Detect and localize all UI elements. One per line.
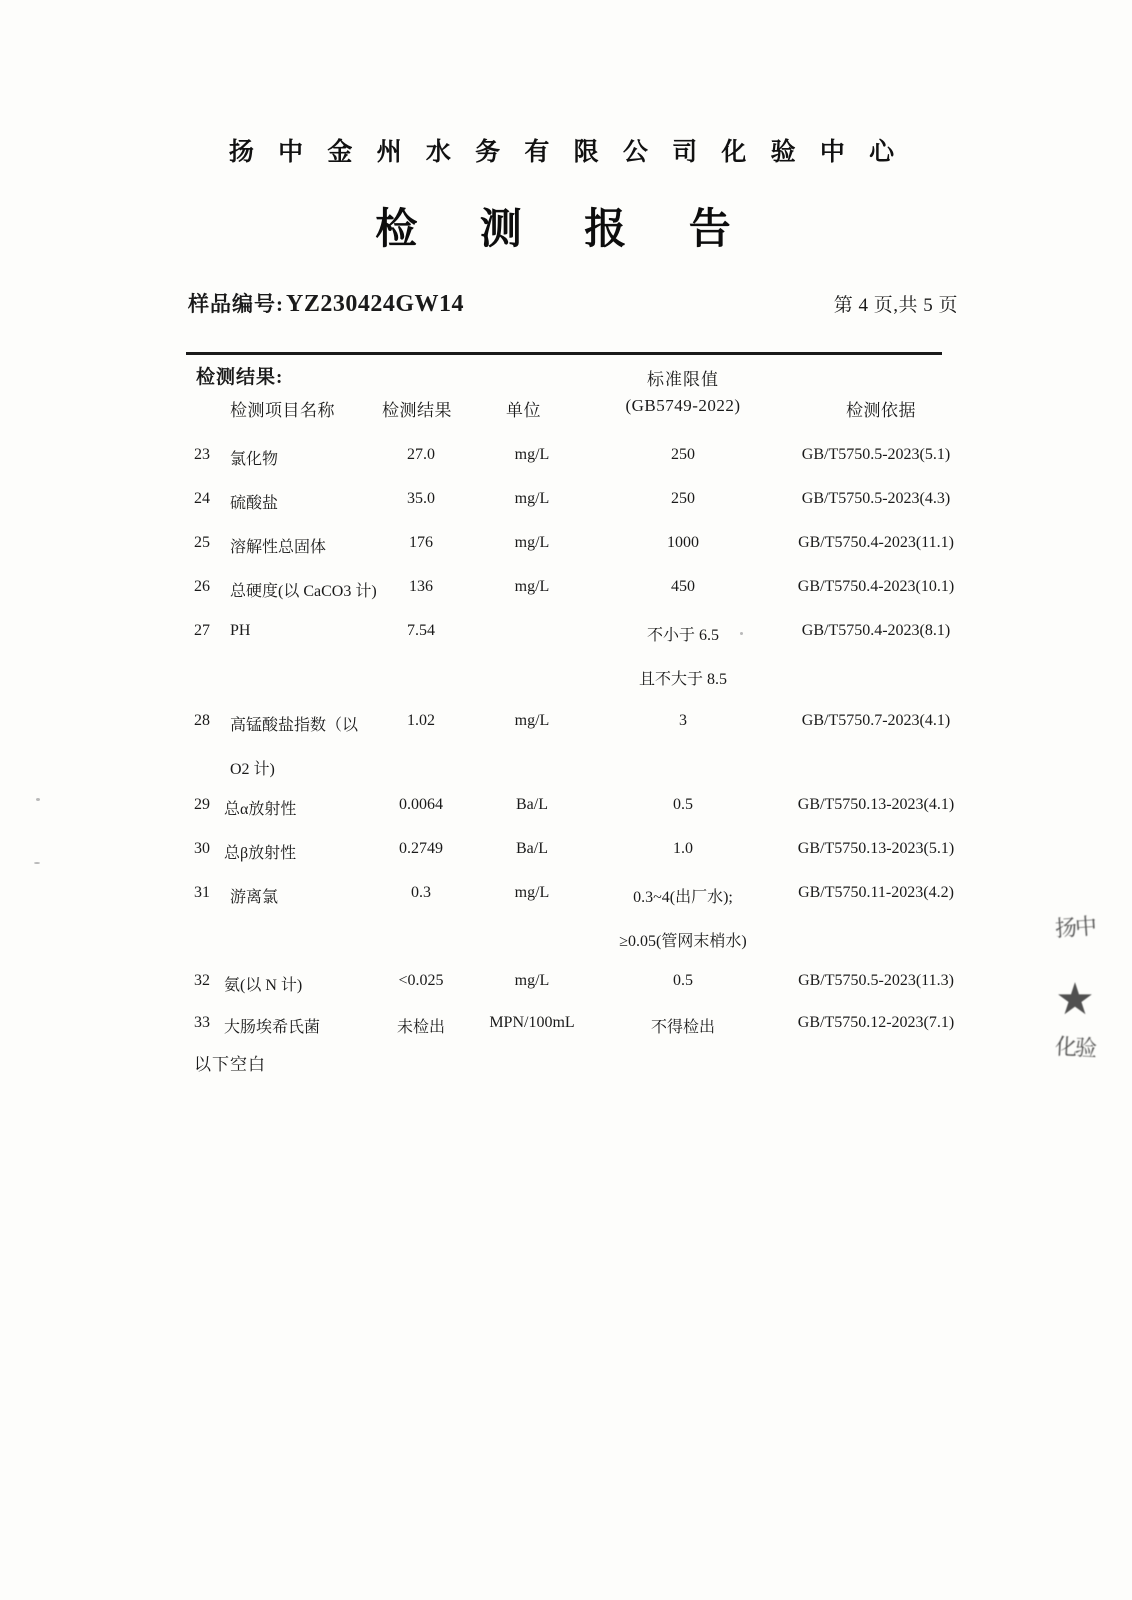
table-row <box>186 446 966 468</box>
row-standard: 不得检出 <box>650 1019 715 1036</box>
table-row-continuation <box>186 666 966 688</box>
column-header-standard: (GB5749-2022) <box>625 396 741 415</box>
row-index: 23 <box>194 446 210 463</box>
row-index: 24 <box>194 490 210 507</box>
row-unit: mg/L <box>514 490 550 507</box>
row-standard: 250 <box>671 490 695 507</box>
sample-number-value: YZ230424GW14 <box>286 291 465 317</box>
row-result: 136 <box>409 578 433 595</box>
row-result: 1.02 <box>407 712 435 729</box>
row-standard: 450 <box>671 578 695 595</box>
row-index: 27 <box>194 622 210 639</box>
row-basis: GB/T5750.12-2023(7.1) <box>797 1014 955 1031</box>
sample-number-label: 样品编号: <box>188 292 284 316</box>
row-standard: 3 <box>679 712 687 729</box>
page-title: 检 测 报 告 <box>375 207 757 253</box>
row-unit: mg/L <box>514 884 550 901</box>
table-column-headers <box>186 396 966 420</box>
row-index: 33 <box>194 1014 210 1031</box>
row-result: 27.0 <box>407 446 435 463</box>
row-unit: MPN/100mL <box>489 1014 575 1031</box>
row-standard: 1000 <box>667 534 699 551</box>
row-item-name: 硫酸盐 <box>230 495 279 512</box>
row-standard: 0.5 <box>673 972 693 989</box>
row-standard-line2: ≥0.05(管网末梢水) <box>619 933 747 950</box>
row-unit: mg/L <box>514 712 550 729</box>
row-result: 0.3 <box>411 884 431 901</box>
row-item-name: 总硬度(以 CaCO3 计) <box>230 583 377 600</box>
table-row <box>186 1014 966 1036</box>
table-row <box>186 840 966 862</box>
row-index: 28 <box>194 712 210 729</box>
star-icon: ★ <box>1055 975 1095 1024</box>
row-standard: 1.0 <box>673 840 693 857</box>
page-indicator: 第 4 页,共 5 页 <box>833 295 958 316</box>
row-standard: 0.3~4(出厂水); <box>633 889 733 906</box>
table-row-continuation <box>186 928 966 950</box>
row-basis: GB/T5750.11-2023(4.2) <box>798 884 954 901</box>
row-index: 32 <box>194 972 210 989</box>
row-basis: GB/T5750.4-2023(8.1) <box>801 622 951 639</box>
row-result: 7.54 <box>407 622 435 639</box>
seal-bottom-text: 化验 <box>1054 1033 1096 1062</box>
sample-number-group <box>188 288 464 318</box>
row-item-name: PH <box>230 622 251 639</box>
column-header-basis: 检测依据 <box>846 401 916 420</box>
row-result: 176 <box>409 534 433 551</box>
row-item-name: 大肠埃希氏菌 <box>224 1019 321 1036</box>
row-index: 25 <box>194 534 210 551</box>
table-row-continuation <box>186 756 966 778</box>
row-basis: GB/T5750.5-2023(11.3) <box>798 972 954 989</box>
scan-artifact <box>36 798 40 801</box>
row-basis: GB/T5750.13-2023(5.1) <box>797 840 955 857</box>
header-divider <box>186 352 942 355</box>
row-result: 未检出 <box>396 1019 445 1036</box>
row-unit: mg/L <box>514 972 550 989</box>
table-row <box>186 578 966 600</box>
seal-stamp-group <box>1038 913 1120 1116</box>
row-item-name: 高锰酸盐指数（以 <box>230 717 359 734</box>
row-result: <0.025 <box>398 972 444 989</box>
row-basis: GB/T5750.4-2023(11.1) <box>798 534 954 551</box>
row-unit: mg/L <box>514 446 550 463</box>
table-row <box>186 796 966 818</box>
row-item-name: 氨(以 N 计) <box>224 977 303 994</box>
row-result: 0.2749 <box>399 840 443 857</box>
table-row <box>186 712 966 734</box>
row-unit: mg/L <box>514 534 550 551</box>
row-basis: GB/T5750.5-2023(4.3) <box>801 490 951 507</box>
row-result: 0.0064 <box>399 796 443 813</box>
row-standard-line2: 且不大于 8.5 <box>638 671 727 688</box>
row-index: 31 <box>194 884 210 901</box>
row-item-name-line2: O2 计) <box>230 761 275 778</box>
scan-artifact <box>740 632 743 635</box>
table-row <box>186 972 966 994</box>
seal-top-text: 扬中 <box>1054 913 1096 942</box>
scan-artifact <box>34 862 40 864</box>
row-basis: GB/T5750.5-2023(5.1) <box>801 446 951 463</box>
row-basis: GB/T5750.7-2023(4.1) <box>801 712 951 729</box>
row-basis: GB/T5750.13-2023(4.1) <box>797 796 955 813</box>
table-row <box>186 490 966 512</box>
row-item-name: 游离氯 <box>230 889 279 906</box>
standard-limit-header: 标准限值 <box>647 370 719 389</box>
column-header-result: 检测结果 <box>382 401 452 420</box>
table-row <box>186 534 966 556</box>
row-index: 29 <box>194 796 210 813</box>
results-section-label: 检测结果: <box>196 367 284 388</box>
table-row <box>186 884 966 906</box>
sample-header-row <box>188 288 968 318</box>
row-unit: Ba/L <box>516 840 548 857</box>
row-item-name: 氯化物 <box>230 451 279 468</box>
row-index: 26 <box>194 578 210 595</box>
row-item-name: 总β放射性 <box>224 845 297 862</box>
organization-title: 扬 中 金 州 水 务 有 限 公 司 化 验 中 心 <box>228 139 904 166</box>
row-unit: Ba/L <box>516 796 548 813</box>
column-header-name: 检测项目名称 <box>230 401 335 420</box>
row-index: 30 <box>194 840 210 857</box>
row-basis: GB/T5750.4-2023(10.1) <box>797 578 955 595</box>
column-header-unit: 单位 <box>506 401 541 420</box>
row-standard: 不小于 6.5 <box>646 627 719 644</box>
row-unit: mg/L <box>514 578 550 595</box>
row-item-name: 溶解性总固体 <box>230 539 327 556</box>
blank-below-note: 以下空白 <box>194 1055 266 1074</box>
row-result: 35.0 <box>407 490 435 507</box>
row-standard: 250 <box>671 446 695 463</box>
table-row <box>186 622 966 644</box>
row-standard: 0.5 <box>673 796 693 813</box>
row-item-name: 总α放射性 <box>224 801 297 818</box>
